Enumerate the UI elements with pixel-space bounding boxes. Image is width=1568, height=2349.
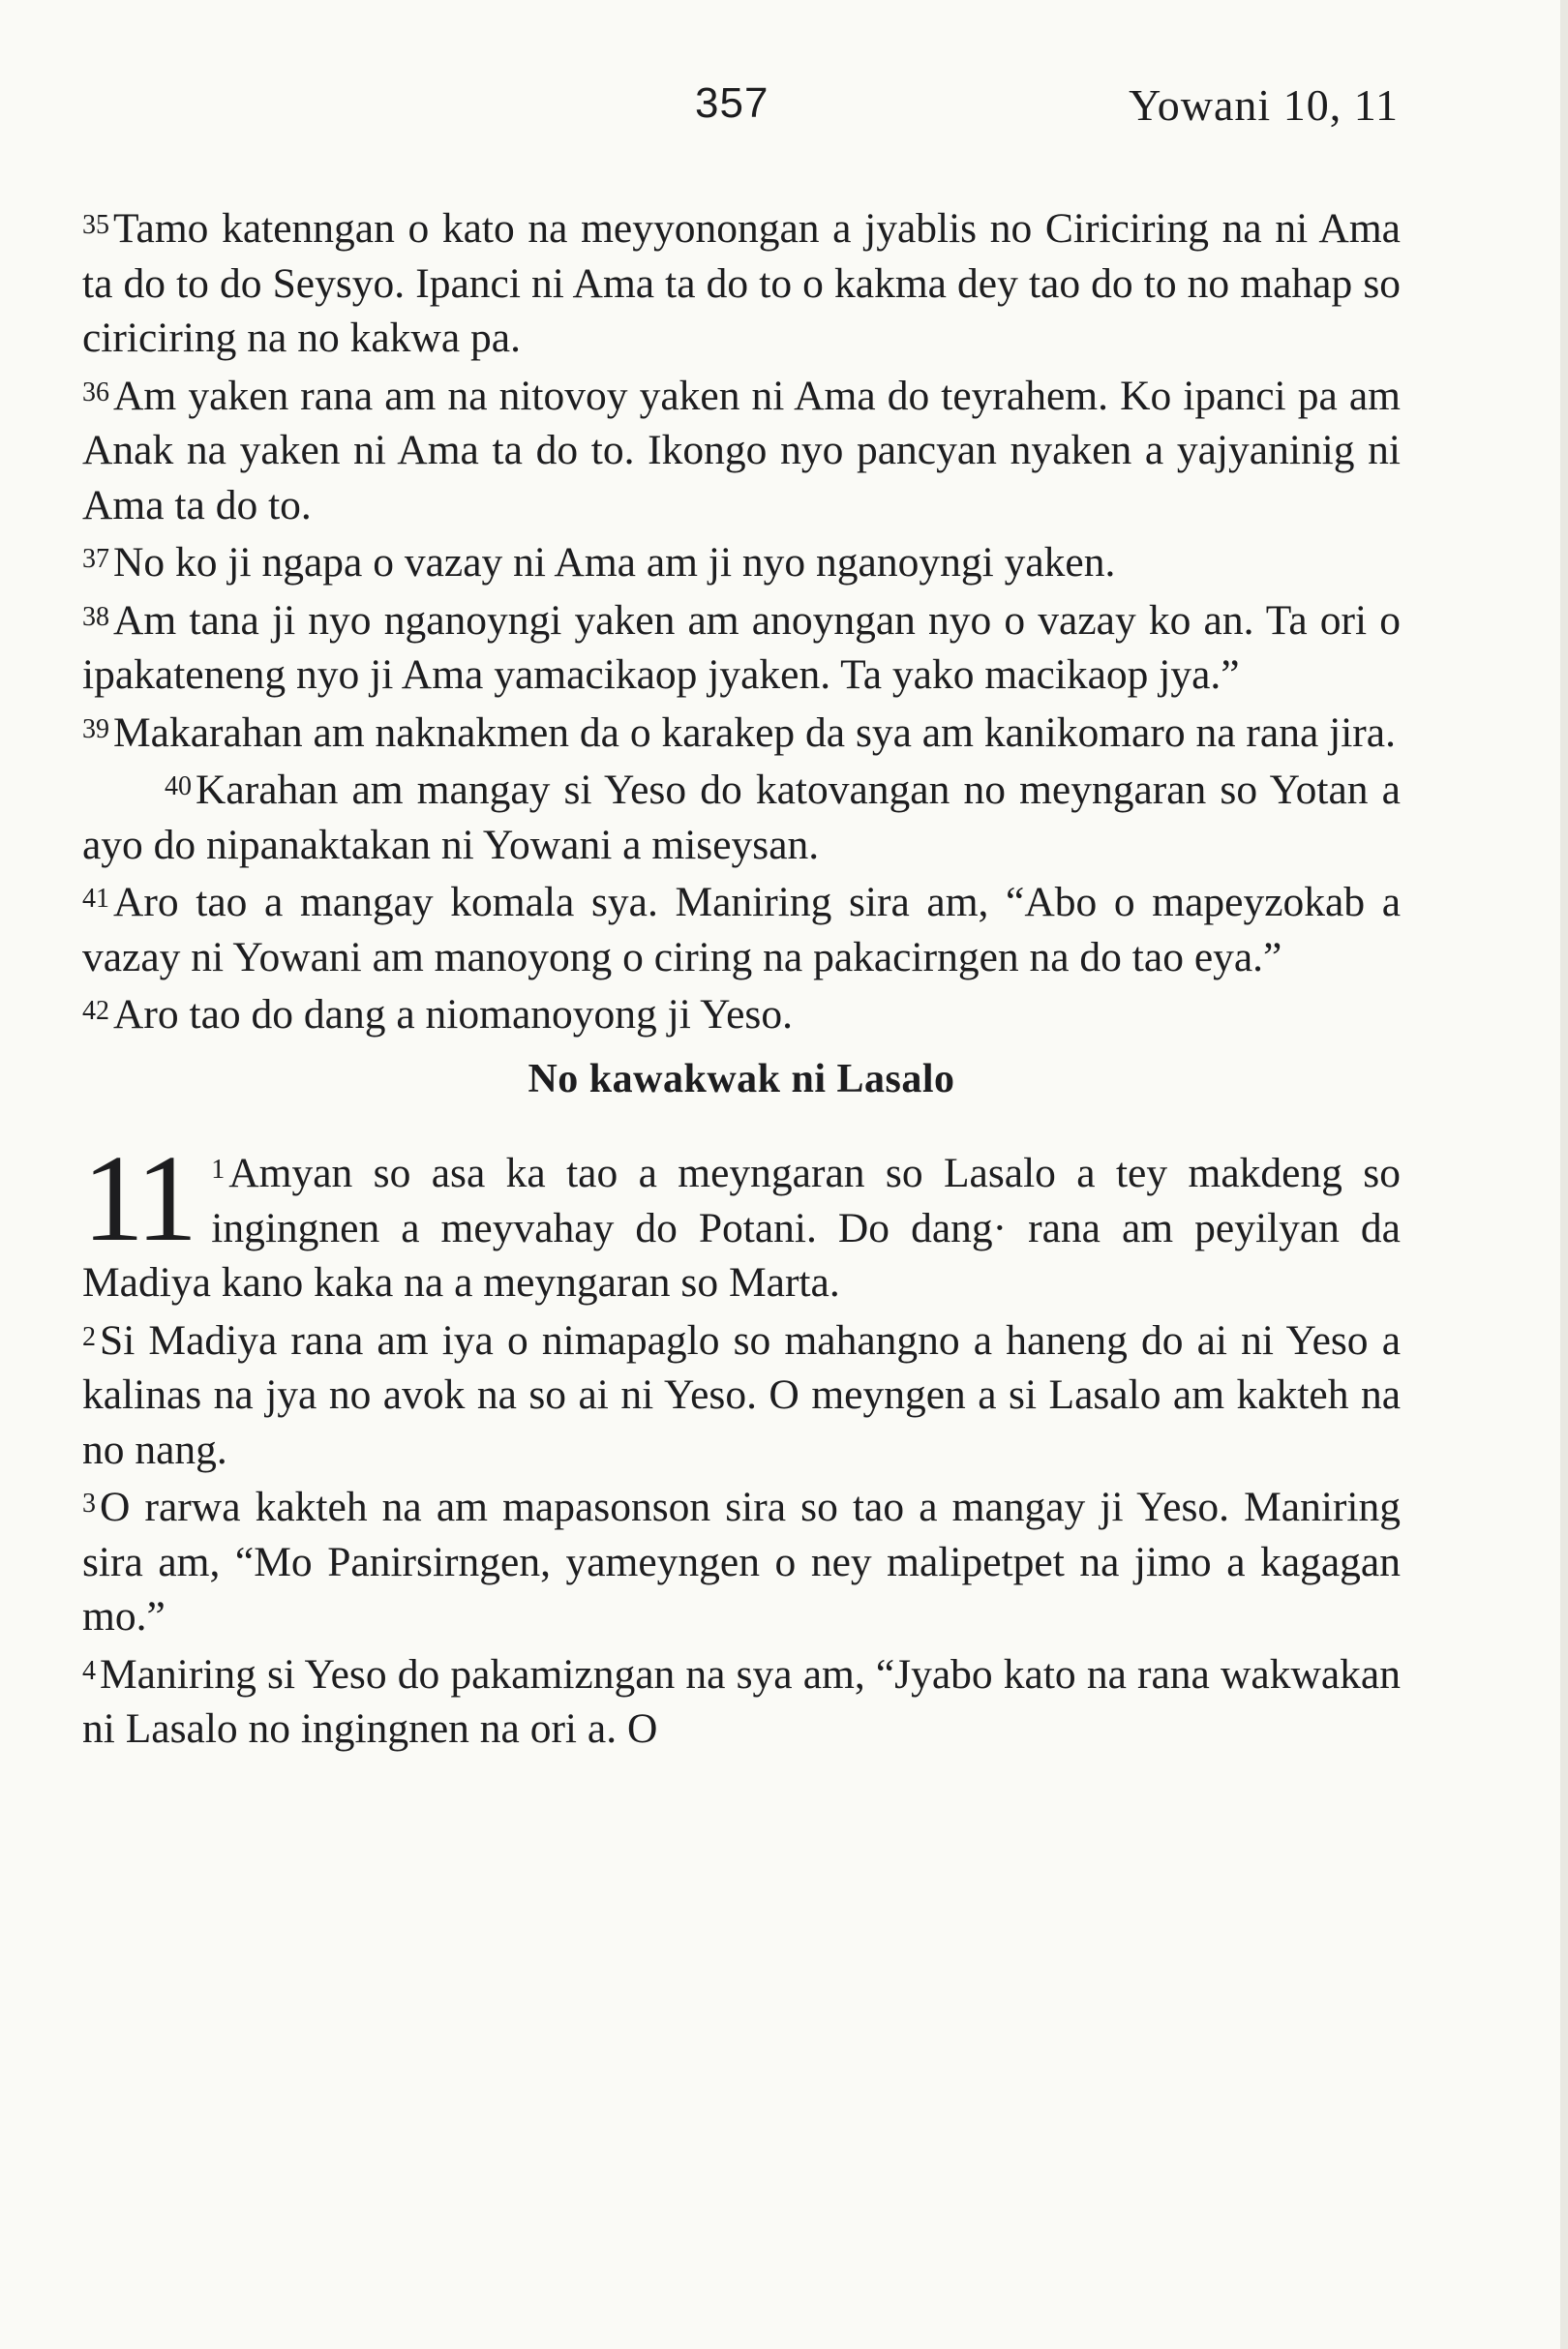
verse-number: 37 — [82, 544, 109, 574]
verse-number: 40 — [165, 771, 192, 801]
verse-number: 41 — [82, 884, 109, 914]
section-heading: No kawakwak ni Lasalo — [528, 1056, 955, 1101]
running-head: Yowani 10, 11 — [1129, 80, 1399, 130]
verse-number: 4 — [82, 1655, 96, 1686]
page-header — [87, 79, 1399, 137]
verse-38 — [82, 590, 1401, 703]
verse-number: 38 — [82, 601, 109, 632]
verse-42 — [82, 984, 1401, 1042]
verse-text: Maniring si Yeso do pakamizngan na sya am, “Jyabo kato na rana wakwakan ni Lasalo no ingingnen na ori a. O — [82, 1650, 1401, 1752]
page-number: 357 — [695, 79, 769, 127]
verse-number: 1 — [211, 1155, 226, 1185]
verse-4 — [82, 1644, 1401, 1757]
verse-35 — [82, 198, 1401, 366]
verse-3 — [82, 1477, 1401, 1644]
verse-41 — [82, 872, 1401, 984]
verse-text: O rarwa kakteh na am mapasonson sira so tao a mangay ji Yeso. Maniring sira am, “Mo Panirsirngen, yameyngen o ney malipetpet na jimo a kagagan mo.” — [82, 1484, 1401, 1640]
verse-number: 42 — [82, 996, 109, 1026]
scripture-text — [82, 198, 1401, 1757]
verse-number: 3 — [82, 1489, 96, 1519]
chapter-11-verse-1 — [82, 1129, 1401, 1310]
verse-text: Amyan so asa ka tao a meyngaran so Lasalo a tey makdeng so ingingnen a meyvahay do Potani. Do dang· rana am peyilyan da Madiya kano kaka na a meyngaran so Marta. — [82, 1150, 1401, 1306]
verse-text: Am yaken rana am na nitovoy yaken ni Ama do teyrahem. Ko ipanci pa am Anak na yaken ni Ama ta do to. Ikongo nyo pancyan nyaken a yajyaninig ni Ama ta do to. — [82, 372, 1401, 528]
verse-number: 36 — [82, 376, 109, 407]
verse-number: 35 — [82, 210, 109, 240]
verse-text: No ko ji ngapa o vazay ni Ama am ji nyo nganoyngi yaken. — [113, 539, 1116, 586]
page-edge-shadow — [1560, 0, 1568, 2349]
verse-number: 39 — [82, 713, 109, 744]
verse-37 — [82, 532, 1401, 590]
verse-40 — [82, 760, 1401, 872]
verse-36 — [82, 366, 1401, 533]
verse-39 — [82, 703, 1401, 761]
verse-text: Karahan am mangay si Yeso do katovangan no meyngaran so Yotan a ayo do nipanaktakan ni Yowani a miseysan. — [82, 767, 1401, 868]
verse-text: Si Madiya rana am iya o nimapaglo so mahangno a haneng do ai ni Yeso a kalinas na jya no avok na so ai ni Yeso. O meyngen a si Lasalo am kakteh na no nang. — [82, 1316, 1401, 1473]
chapter-number: 11 — [82, 1129, 195, 1267]
verse-text: Aro tao a mangay komala sya. Maniring sira am, “Abo o mapeyzokab a vazay ni Yowani am manoyong o ciring na pakacirngen na do tao eya.” — [82, 879, 1401, 980]
verse-text: Aro tao do dang a niomanoyong ji Yeso. — [113, 991, 793, 1038]
verse-number: 2 — [82, 1321, 96, 1352]
verse-2 — [82, 1310, 1401, 1478]
verse-text: Am tana ji nyo nganoyngi yaken am anoyngan nyo o vazay ko an. Ta ori o ipakateneng nyo ji Ama yamacikaop jyaken. Ta yako macikaop jya.” — [82, 596, 1401, 698]
verse-text: Tamo katenngan o kato na meyyonongan a jyablis no Ciriciring na ni Ama ta do to do Seysyo. Ipanci ni Ama ta do to o kakma dey tao do to no mahap so ciriciring na no kakwa pa. — [82, 205, 1401, 361]
verse-text: Makarahan am naknakmen da o karakep da sya am kanikomaro na rana jira. — [113, 708, 1396, 756]
